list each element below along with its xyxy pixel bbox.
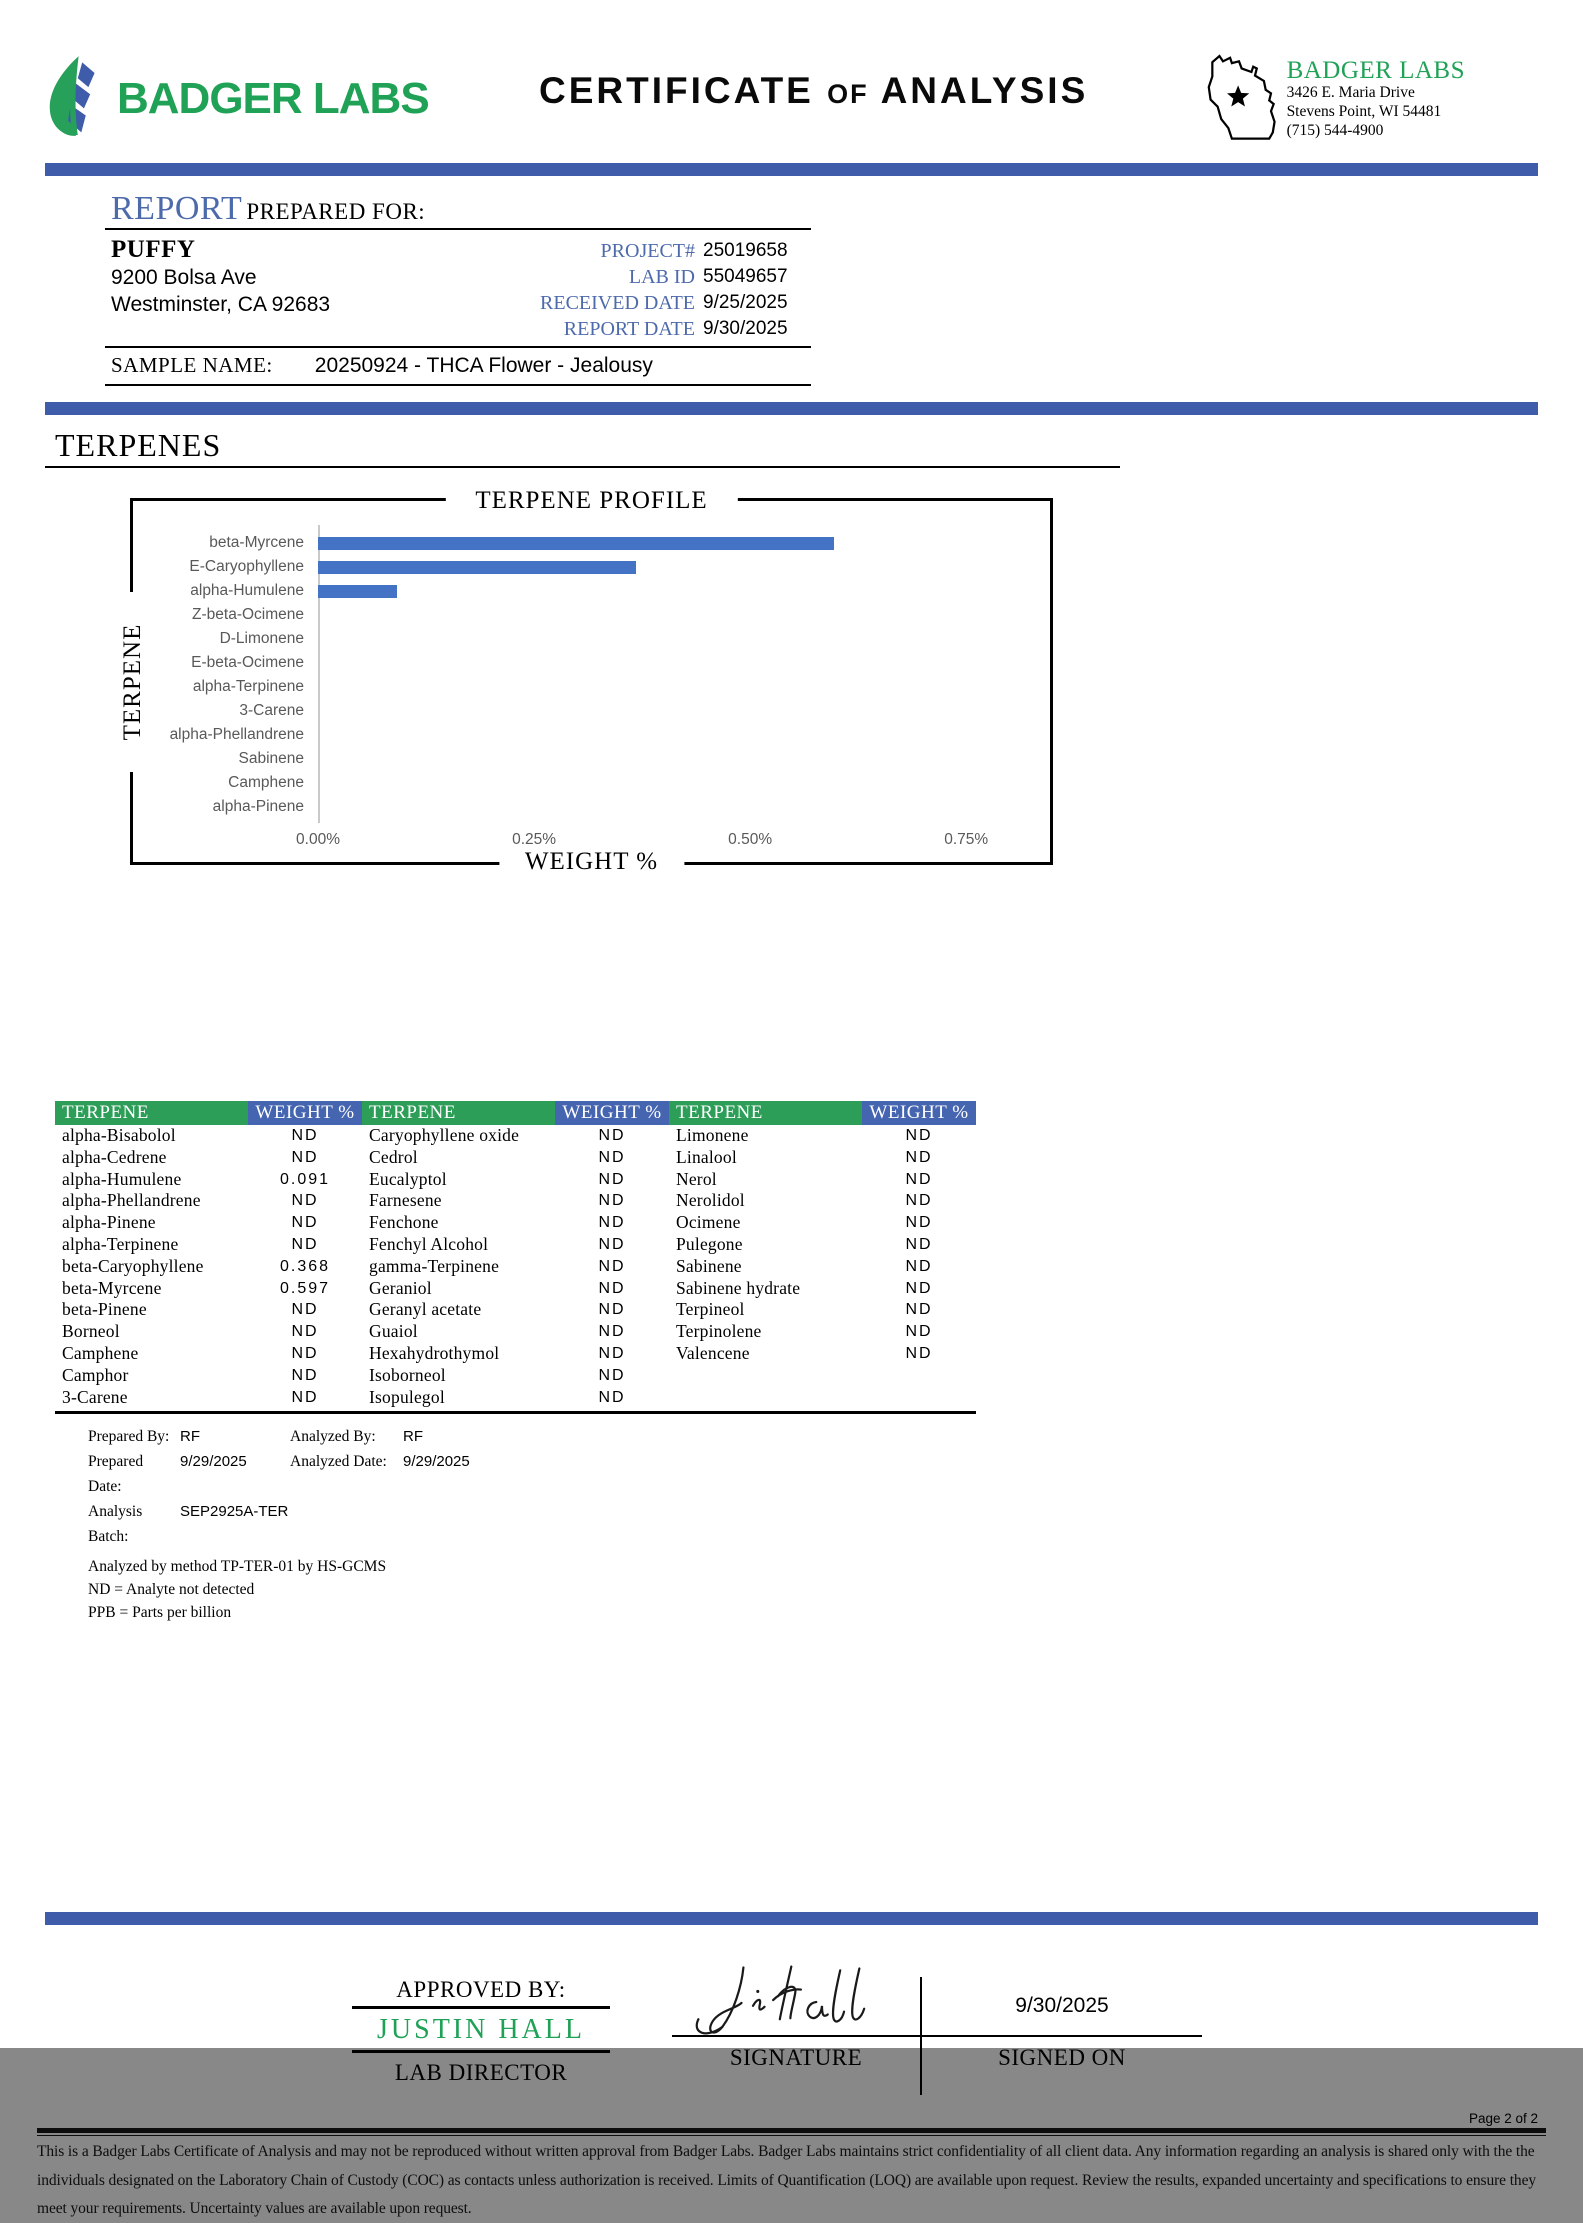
terpene-name: Sabinene bbox=[676, 1255, 742, 1276]
terpene-weight-value: ND bbox=[291, 1388, 319, 1406]
lab-address-block bbox=[1199, 46, 1465, 151]
chart-category-label: alpha-Terpinene bbox=[192, 678, 304, 695]
leaf-logo-icon bbox=[45, 54, 107, 143]
terpene-weight-value: ND bbox=[905, 1279, 933, 1297]
terpene-weight-value: ND bbox=[598, 1257, 626, 1275]
terpene-weight-value: 0.597 bbox=[279, 1279, 331, 1297]
terpene-name: Geranyl acetate bbox=[369, 1299, 482, 1320]
terpene-table-group bbox=[362, 1101, 669, 1408]
analyzed-date-label: Analyzed Date: bbox=[290, 1453, 387, 1471]
terpene-row bbox=[669, 1212, 976, 1234]
terpene-row bbox=[55, 1321, 362, 1343]
chart-bar-track bbox=[318, 699, 1044, 723]
chart-bar bbox=[318, 561, 636, 574]
terpene-name: Camphor bbox=[62, 1364, 129, 1385]
section-underline bbox=[45, 466, 1120, 468]
analyzed-by-label: Analyzed By: bbox=[290, 1428, 376, 1446]
chart-row bbox=[133, 747, 1044, 771]
weight-header-cell: WEIGHT % bbox=[248, 1101, 362, 1125]
chart-x-tick: 0.25% bbox=[512, 831, 557, 848]
terpene-weight-value: 0.091 bbox=[279, 1170, 331, 1188]
terpene-row bbox=[362, 1278, 669, 1300]
chart-bar bbox=[318, 585, 397, 598]
chart-bar-track bbox=[318, 531, 1044, 555]
header bbox=[0, 0, 1583, 151]
method-note: Analyzed by method TP-TER-01 by HS-GCMS bbox=[88, 1558, 387, 1576]
chart-category-label: alpha-Humulene bbox=[190, 582, 304, 599]
terpene-row bbox=[362, 1190, 669, 1212]
terpene-name: Guaiol bbox=[369, 1321, 418, 1342]
terpene-row bbox=[669, 1169, 976, 1191]
terpene-name: alpha-Phellandrene bbox=[62, 1190, 201, 1211]
chart-x-tick: 0.00% bbox=[296, 831, 340, 848]
terpene-weight-value: ND bbox=[598, 1388, 626, 1406]
signature-block bbox=[672, 1977, 920, 2071]
analysis-notes bbox=[88, 1424, 1583, 1624]
disclaimer-text: This is a Badger Labs Certificate of Analysis and may not be reproduced without written approval from Badger Labs. Badger Labs maintains strict confidentiality of all client data. Any information regarding an analysis is shared only with the the individuals designated on the Laboratory Chain of Custody (COC) as contacts unless authorization is received. Limits of Quantification (LOQ) are available upon request. Review the results, expanded uncertainty and specifications to ensure they meet your requirements. Uncertainty values are available upon request. bbox=[37, 2143, 1537, 2217]
chart-bar-track bbox=[318, 579, 1044, 603]
lab-address-line1: 3426 E. Maria Drive bbox=[1286, 84, 1415, 102]
terpene-row bbox=[669, 1321, 976, 1343]
chart-rows bbox=[133, 531, 1044, 819]
terpene-weight-value: ND bbox=[291, 1344, 319, 1362]
terpene-weight-value: ND bbox=[905, 1127, 933, 1144]
chart-bar-track bbox=[318, 747, 1044, 771]
terpene-name: alpha-Cedrene bbox=[62, 1146, 167, 1167]
chart-category-label: alpha-Pinene bbox=[212, 798, 304, 815]
terpene-weight-value: ND bbox=[598, 1235, 626, 1253]
terpene-weight-value: ND bbox=[598, 1170, 626, 1188]
terpene-row bbox=[669, 1125, 976, 1147]
terpene-header-cell: TERPENE bbox=[55, 1101, 248, 1125]
terpene-weight-value: ND bbox=[598, 1214, 626, 1232]
report-field-row bbox=[540, 238, 811, 264]
table-bottom-rule bbox=[55, 1411, 976, 1414]
terpene-name: Farnesene bbox=[369, 1190, 442, 1211]
terpene-name: alpha-Humulene bbox=[62, 1168, 182, 1189]
terpene-weight-value: ND bbox=[291, 1192, 319, 1210]
report-field-value: 9/30/2025 bbox=[703, 318, 788, 339]
terpene-table-header-row bbox=[362, 1101, 669, 1125]
terpene-name: Ocimene bbox=[676, 1212, 741, 1233]
terpene-name: Camphene bbox=[62, 1342, 139, 1363]
terpene-row bbox=[669, 1234, 976, 1256]
footer-rule bbox=[37, 2128, 1546, 2136]
divider-bar-bottom bbox=[45, 1912, 1538, 1925]
terpene-weight-value: ND bbox=[905, 1170, 933, 1188]
chart-row bbox=[133, 603, 1044, 627]
terpene-name: alpha-Pinene bbox=[62, 1212, 156, 1233]
terpene-row bbox=[362, 1234, 669, 1256]
prepared-by-value: RF bbox=[180, 1428, 200, 1446]
prepared-date-label: Prepared Date: bbox=[88, 1453, 144, 1496]
terpene-row bbox=[362, 1125, 669, 1147]
chart-category-label: alpha-Phellandrene bbox=[169, 726, 304, 743]
report-heading bbox=[105, 190, 811, 228]
terpene-name: Terpineol bbox=[676, 1299, 745, 1320]
terpene-table-group bbox=[669, 1101, 976, 1408]
chart-bar-track bbox=[318, 603, 1044, 627]
terpene-weight-value: 0.368 bbox=[279, 1257, 331, 1275]
terpene-weight-value: ND bbox=[905, 1323, 933, 1341]
chart-x-axis bbox=[296, 819, 1044, 859]
terpene-name: Hexahydrothymol bbox=[369, 1342, 500, 1363]
terpene-name: Nerol bbox=[676, 1168, 717, 1189]
chart-row bbox=[133, 795, 1044, 819]
terpene-weight-value: ND bbox=[905, 1344, 933, 1362]
terpene-row bbox=[669, 1299, 976, 1321]
terpene-row bbox=[55, 1234, 362, 1256]
terpene-name: gamma-Terpinene bbox=[369, 1255, 500, 1276]
terpene-row bbox=[362, 1321, 669, 1343]
terpene-name: Linalool bbox=[676, 1146, 737, 1167]
badger-labs-logo bbox=[45, 46, 429, 151]
terpene-row bbox=[55, 1299, 362, 1321]
title-certificate: CERTIFICATE bbox=[539, 70, 814, 111]
terpene-weight-value: ND bbox=[598, 1344, 626, 1362]
divider-bar-middle bbox=[45, 402, 1538, 415]
terpene-weight-value: ND bbox=[598, 1127, 626, 1144]
terpene-row bbox=[669, 1343, 976, 1365]
terpene-name: alpha-Terpinene bbox=[62, 1233, 179, 1254]
chart-plot-area bbox=[133, 531, 1044, 859]
terpene-row bbox=[669, 1278, 976, 1300]
terpene-name: Valencene bbox=[676, 1342, 750, 1363]
terpene-weight-value: ND bbox=[905, 1235, 933, 1253]
chart-bar-track bbox=[318, 723, 1044, 747]
chart-bar-track bbox=[318, 795, 1044, 819]
analyzed-date-value: 9/29/2025 bbox=[403, 1453, 470, 1471]
terpene-weight-value: ND bbox=[291, 1214, 319, 1232]
terpene-name: Fenchone bbox=[369, 1212, 439, 1233]
report-field-label: LAB ID bbox=[628, 266, 695, 288]
report-word: REPORT bbox=[111, 190, 243, 227]
analysis-batch-value: SEP2925A-TER bbox=[180, 1503, 289, 1521]
terpene-name: Isoborneol bbox=[369, 1364, 446, 1385]
weight-header-cell: WEIGHT % bbox=[862, 1101, 976, 1125]
terpene-weight-value: ND bbox=[598, 1366, 626, 1384]
chart-bar-track bbox=[318, 771, 1044, 795]
terpene-row bbox=[55, 1343, 362, 1365]
chart-row bbox=[133, 771, 1044, 795]
chart-x-tick: 0.50% bbox=[728, 831, 773, 848]
report-field-row bbox=[540, 290, 811, 316]
page-number: Page 2 of 2 bbox=[1468, 2111, 1538, 2127]
client-name: PUFFY bbox=[111, 236, 196, 263]
terpene-name: Eucalyptol bbox=[369, 1168, 447, 1189]
signed-on-block bbox=[920, 1977, 1202, 2095]
terpene-row bbox=[362, 1299, 669, 1321]
terpene-table bbox=[55, 1101, 976, 1408]
terpene-weight-value: ND bbox=[291, 1301, 319, 1319]
terpene-weight-value: ND bbox=[598, 1323, 626, 1341]
client-block bbox=[111, 236, 330, 342]
star-icon bbox=[1227, 85, 1249, 106]
terpene-row bbox=[669, 1256, 976, 1278]
chart-title: TERPENE PROFILE bbox=[445, 480, 737, 522]
terpene-name: Limonene bbox=[676, 1125, 749, 1145]
terpene-row bbox=[55, 1212, 362, 1234]
terpene-name: alpha-Bisabolol bbox=[62, 1125, 176, 1145]
terpene-weight-value: ND bbox=[905, 1301, 933, 1319]
terpene-profile-chart bbox=[119, 487, 1053, 875]
terpene-weight-value: ND bbox=[598, 1301, 626, 1319]
report-fields bbox=[540, 236, 811, 342]
chart-category-label: E-Caryophyllene bbox=[189, 558, 304, 575]
terpene-weight-value: ND bbox=[598, 1148, 626, 1166]
client-address2: Westminster, CA 92683 bbox=[111, 293, 331, 317]
terpene-name: Geraniol bbox=[369, 1277, 432, 1298]
logo-wordmark: BADGER LABS bbox=[117, 73, 429, 123]
approval-section bbox=[0, 1977, 1583, 2095]
analyzed-by-value: RF bbox=[403, 1428, 423, 1446]
chart-bar-track bbox=[318, 555, 1044, 579]
report-field-value: 25019658 bbox=[703, 240, 788, 261]
report-grid bbox=[105, 230, 811, 346]
lab-info bbox=[1287, 46, 1465, 141]
terpene-weight-value: ND bbox=[598, 1192, 626, 1210]
terpene-name: Nerolidol bbox=[676, 1190, 745, 1211]
chart-y-axis-title: TERPENE bbox=[112, 592, 154, 772]
terpene-table-group bbox=[55, 1101, 362, 1408]
terpene-row bbox=[55, 1190, 362, 1212]
terpene-weight-value: ND bbox=[291, 1148, 319, 1166]
report-field-label: PROJECT# bbox=[600, 240, 695, 262]
terpene-name: Terpinolene bbox=[676, 1321, 762, 1342]
signature-label: SIGNATURE bbox=[729, 2045, 863, 2071]
report-field-label: REPORT DATE bbox=[563, 318, 695, 340]
weight-header-cell: WEIGHT % bbox=[555, 1101, 669, 1125]
chart-category-label: D-Limonene bbox=[219, 630, 304, 647]
report-field-label: RECEIVED DATE bbox=[540, 292, 695, 314]
chart-bar-track bbox=[318, 675, 1044, 699]
report-field-row bbox=[540, 264, 811, 290]
chart-category-label: Sabinene bbox=[238, 750, 304, 767]
chart-category-label: E-beta-Ocimene bbox=[191, 654, 304, 671]
chart-category-label: 3-Carene bbox=[239, 702, 304, 719]
terpene-name: Borneol bbox=[62, 1321, 120, 1342]
terpene-row bbox=[362, 1256, 669, 1278]
report-field-row bbox=[540, 316, 811, 342]
report-field-value: 9/25/2025 bbox=[703, 292, 788, 313]
lab-address-line2: Stevens Point, WI 54481 bbox=[1286, 103, 1442, 121]
terpene-header-cell: TERPENE bbox=[669, 1101, 862, 1125]
chart-bar-track bbox=[318, 651, 1044, 675]
chart-bar-track bbox=[318, 627, 1044, 651]
sample-name-label: SAMPLE NAME: bbox=[111, 353, 273, 377]
approved-by-label: APPROVED BY: bbox=[352, 1977, 610, 2009]
client-address1: 9200 Bolsa Ave bbox=[111, 266, 257, 289]
chart-bar bbox=[318, 537, 834, 550]
document-title bbox=[539, 70, 1088, 151]
terpene-name: beta-Myrcene bbox=[62, 1277, 162, 1298]
title-analysis: ANALYSIS bbox=[880, 70, 1089, 111]
terpene-weight-value: ND bbox=[905, 1148, 933, 1166]
prepared-analyzed-date-row bbox=[88, 1449, 1583, 1499]
chart-category-label: Z-beta-Ocimene bbox=[192, 606, 304, 623]
terpene-row bbox=[362, 1147, 669, 1169]
terpene-row bbox=[362, 1169, 669, 1191]
ppb-note: PPB = Parts per billion bbox=[88, 1604, 232, 1622]
approver-title: LAB DIRECTOR bbox=[394, 2060, 568, 2086]
terpene-row bbox=[55, 1147, 362, 1169]
terpene-name: 3-Carene bbox=[62, 1386, 128, 1407]
lab-phone: (715) 544-4900 bbox=[1286, 122, 1384, 140]
chart-category-label: beta-Myrcene bbox=[209, 534, 304, 551]
report-section bbox=[105, 190, 811, 386]
nd-note: ND = Analyte not detected bbox=[88, 1581, 255, 1599]
chart-row bbox=[133, 699, 1044, 723]
approved-by-block bbox=[352, 1977, 610, 2086]
sample-name-row bbox=[105, 348, 811, 384]
divider-bar-top bbox=[45, 163, 1538, 176]
report-field-value: 55049657 bbox=[703, 266, 788, 287]
terpene-name: Isopulegol bbox=[369, 1386, 445, 1407]
chart-x-axis-title: WEIGHT % bbox=[499, 841, 684, 883]
section-title-terpenes: TERPENES bbox=[55, 427, 222, 463]
prepared-for-label: PREPARED FOR: bbox=[246, 199, 426, 224]
terpene-row bbox=[55, 1387, 362, 1409]
terpene-row bbox=[55, 1278, 362, 1300]
lab-name: BADGER LABS bbox=[1286, 57, 1465, 84]
chart-row bbox=[133, 651, 1044, 675]
signed-date: 9/30/2025 bbox=[922, 1977, 1202, 2037]
chart-row bbox=[133, 555, 1044, 579]
prepared-analyzed-by-row bbox=[88, 1424, 1583, 1449]
chart-row bbox=[133, 579, 1044, 603]
analysis-batch-label: Analysis Batch: bbox=[88, 1503, 143, 1546]
prepared-by-label: Prepared By: bbox=[88, 1428, 170, 1446]
terpene-weight-value: ND bbox=[291, 1366, 319, 1384]
terpene-row bbox=[362, 1387, 669, 1409]
analysis-batch-row bbox=[88, 1499, 1583, 1549]
terpene-name: Pulegone bbox=[676, 1233, 743, 1254]
terpene-weight-value: ND bbox=[598, 1279, 626, 1297]
terpene-weight-value: ND bbox=[291, 1235, 319, 1253]
terpene-name: Cedrol bbox=[369, 1146, 418, 1167]
signature-line bbox=[672, 1977, 920, 2037]
approver-name: JUSTIN HALL bbox=[352, 2009, 610, 2053]
sample-name-value: 20250924 - THCA Flower - Jealousy bbox=[314, 354, 653, 377]
terpene-name: Caryophyllene oxide bbox=[369, 1125, 520, 1145]
terpene-weight-value: ND bbox=[905, 1192, 933, 1210]
terpene-row bbox=[362, 1212, 669, 1234]
signed-on-label: SIGNED ON bbox=[998, 2045, 1126, 2071]
chart-x-tick: 0.75% bbox=[944, 831, 989, 848]
terpene-weight-value: ND bbox=[291, 1127, 319, 1144]
terpene-weight-value: ND bbox=[905, 1214, 933, 1232]
terpene-row bbox=[55, 1365, 362, 1387]
terpene-row bbox=[669, 1147, 976, 1169]
terpene-row bbox=[55, 1256, 362, 1278]
terpene-row bbox=[55, 1125, 362, 1147]
terpene-weight-value: ND bbox=[291, 1323, 319, 1341]
wisconsin-map-icon bbox=[1199, 46, 1279, 151]
title-of: OF bbox=[827, 79, 869, 109]
rule bbox=[105, 384, 811, 386]
terpene-header-cell: TERPENE bbox=[362, 1101, 555, 1125]
terpene-row bbox=[362, 1343, 669, 1365]
terpene-weight-value: ND bbox=[905, 1257, 933, 1275]
terpene-name: Sabinene hydrate bbox=[676, 1277, 801, 1298]
chart-row bbox=[133, 675, 1044, 699]
terpene-name: Fenchyl Alcohol bbox=[369, 1233, 489, 1254]
chart-row bbox=[133, 627, 1044, 651]
chart-category-label: Camphene bbox=[228, 774, 304, 791]
terpene-row bbox=[362, 1365, 669, 1387]
terpene-row bbox=[55, 1169, 362, 1191]
terpene-name: beta-Caryophyllene bbox=[62, 1255, 204, 1276]
chart-row bbox=[133, 531, 1044, 555]
terpene-name: beta-Pinene bbox=[62, 1299, 147, 1320]
terpene-row bbox=[669, 1190, 976, 1212]
prepared-date-value: 9/29/2025 bbox=[180, 1453, 247, 1471]
terpene-table-header-row bbox=[669, 1101, 976, 1125]
terpene-table-header-row bbox=[55, 1101, 362, 1125]
chart-row bbox=[133, 723, 1044, 747]
